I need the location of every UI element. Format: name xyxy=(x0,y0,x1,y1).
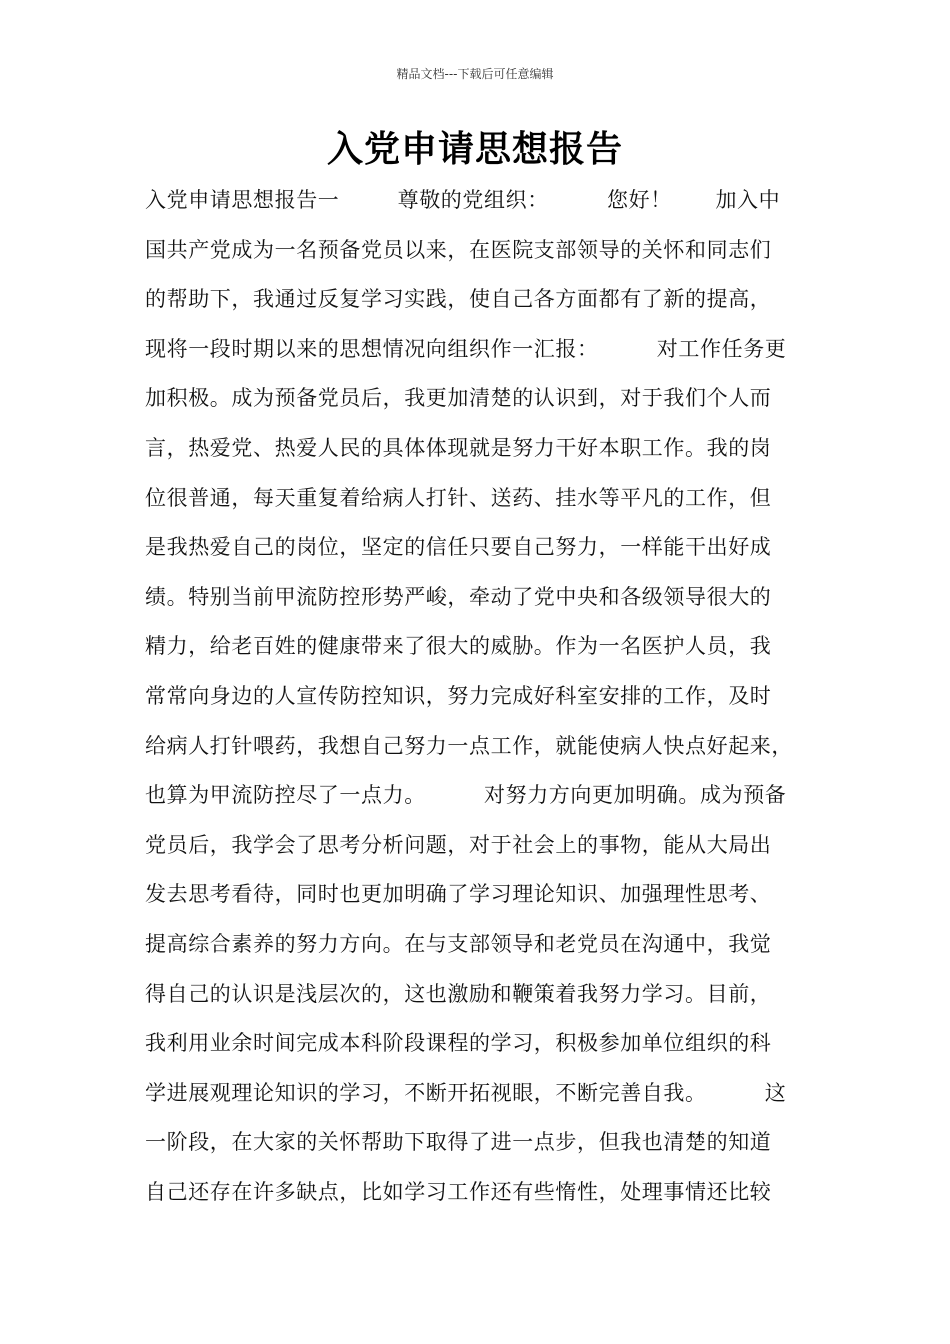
body-line: 位很普通，每天重复着给病人打针、送药、挂水等平凡的工作，但 xyxy=(145,485,772,510)
body-line: 的帮助下，我通过反复学习实践，使自己各方面都有了新的提高， xyxy=(145,287,772,312)
body-line: 自己还存在许多缺点，比如学习工作还有些惰性，处理事情还比较 xyxy=(145,1179,772,1204)
body-line: 加积极。成为预备党员后，我更加清楚的认识到，对于我们个人而 xyxy=(145,386,772,411)
body-line: 发去思考看待，同时也更加明确了学习理论知识、加强理性思考、 xyxy=(145,882,772,907)
body-line: 得自己的认识是浅层次的，这也激励和鞭策着我努力学习。目前， xyxy=(145,981,772,1006)
body-line: 一阶段，在大家的关怀帮助下取得了进一点步，但我也清楚的知道 xyxy=(145,1130,772,1155)
body-line: 给病人打针喂药，我想自己努力一点工作，就能使病人快点好起来， xyxy=(145,733,793,758)
body-line: 言，热爱党、热爱人民的具体体现就是努力干好本职工作。我的岗 xyxy=(145,435,772,460)
body-line: 提高综合素养的努力方向。在与支部领导和老党员在沟通中，我觉 xyxy=(145,931,772,956)
body-line: 现将一段时期以来的思想情况向组织作一汇报： 对工作任务更 xyxy=(145,336,787,361)
body-line: 我利用业余时间完成本科阶段课程的学习，积极参加单位组织的科 xyxy=(145,1031,772,1056)
body-line: 精力，给老百姓的健康带来了很大的威胁。作为一名医护人员，我 xyxy=(145,634,772,659)
body-line: 是我热爱自己的岗位，坚定的信任只要自己努力，一样能干出好成 xyxy=(145,535,772,560)
body-line: 入党申请思想报告一 尊敬的党组织： 您好！ 加入中 xyxy=(145,188,781,212)
document-title: 入党申请思想报告 xyxy=(326,129,623,170)
body-line: 常常向身边的人宣传防控知识，努力完成好科室安排的工作，及时 xyxy=(145,683,772,708)
body-line: 国共产党成为一名预备党员以来，在医院支部领导的关怀和同志们 xyxy=(145,237,772,262)
body-line: 也算为甲流防控尽了一点力。 对努力方向更加明确。成为预备 xyxy=(145,783,787,808)
body-line: 绩。特别当前甲流防控形势严峻，牵动了党中央和各级领导很大的 xyxy=(145,584,772,609)
header-note: 精品文档---下载后可任意编辑 xyxy=(396,67,554,81)
body-line: 学进展观理论知识的学习，不断开拓视眼，不断完善自我。 这 xyxy=(145,1080,787,1105)
body-text xyxy=(145,182,825,1223)
body-line: 党员后，我学会了思考分析问题，对于社会上的事物，能从大局出 xyxy=(145,832,772,857)
